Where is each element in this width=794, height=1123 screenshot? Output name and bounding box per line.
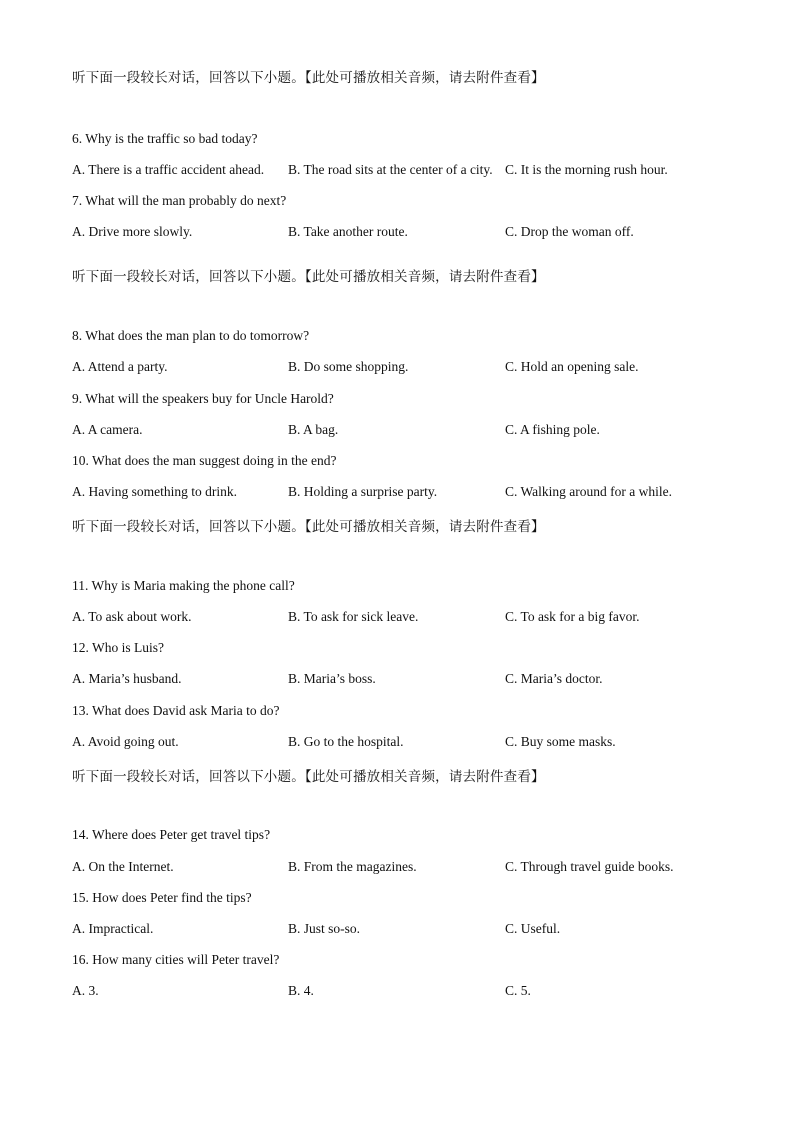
option-b: B. A bag. (288, 422, 339, 437)
option-c: C. A fishing pole. (505, 422, 600, 437)
option-c: C. Through travel guide books. (505, 859, 674, 874)
section-instruction: 听下面一段较长对话，回答以下小题。【此处可播放相关音频，请去附件查看】 (72, 519, 545, 535)
option-b: B. From the magazines. (288, 859, 417, 874)
question-stem: 8. What does the man plan to do tomorrow? (72, 328, 310, 343)
option-c: C. 5. (505, 983, 531, 998)
question-stem: 7. What will the man probably do next? (72, 193, 287, 208)
option-a: A. A camera. (72, 422, 143, 437)
option-c: C. Drop the woman off. (505, 224, 634, 239)
option-a: A. To ask about work. (72, 609, 192, 624)
option-a: A. Drive more slowly. (72, 224, 193, 239)
question-stem: 16. How many cities will Peter travel? (72, 952, 280, 967)
option-c: C. Maria’s doctor. (505, 671, 603, 686)
option-c: C. Walking around for a while. (505, 484, 673, 499)
option-b: B. To ask for sick leave. (288, 609, 419, 624)
option-c: C. Useful. (505, 921, 561, 936)
option-a: A. Impractical. (72, 921, 154, 936)
question-stem: 11. Why is Maria making the phone call? (72, 578, 295, 593)
section-instruction: 听下面一段较长对话，回答以下小题。【此处可播放相关音频，请去附件查看】 (72, 769, 545, 785)
question-stem: 13. What does David ask Maria to do? (72, 703, 280, 718)
option-a: A. Avoid going out. (72, 734, 179, 749)
section-instruction: 听下面一段较长对话，回答以下小题。【此处可播放相关音频，请去附件查看】 (72, 269, 545, 285)
option-c: C. Hold an opening sale. (505, 359, 639, 374)
option-b: B. Do some shopping. (288, 359, 409, 374)
option-c: C. Buy some masks. (505, 734, 616, 749)
option-b: B. Go to the hospital. (288, 734, 404, 749)
question-stem: 10. What does the man suggest doing in the end? (72, 453, 337, 468)
option-a: A. There is a traffic accident ahead. (72, 162, 265, 177)
question-stem: 6. Why is the traffic so bad today? (72, 131, 258, 146)
option-b: B. Holding a surprise party. (288, 484, 438, 499)
option-b: B. Maria’s boss. (288, 671, 376, 686)
option-b: B. Take another route. (288, 224, 408, 239)
option-b: B. The road sits at the center of a city. (288, 162, 493, 177)
option-a: A. On the Internet. (72, 859, 174, 874)
option-a: A. Having something to drink. (72, 484, 237, 499)
option-a: A. 3. (72, 983, 99, 998)
option-b: B. Just so-so. (288, 921, 361, 936)
option-c: C. To ask for a big favor. (505, 609, 640, 624)
question-stem: 14. Where does Peter get travel tips? (72, 827, 271, 842)
option-c: C. It is the morning rush hour. (505, 162, 668, 177)
option-a: A. Attend a party. (72, 359, 168, 374)
option-a: A. Maria’s husband. (72, 671, 182, 686)
question-stem: 15. How does Peter find the tips? (72, 890, 252, 905)
question-stem: 9. What will the speakers buy for Uncle Harold? (72, 391, 334, 406)
question-stem: 12. Who is Luis? (72, 640, 164, 655)
section-instruction: 听下面一段较长对话，回答以下小题。【此处可播放相关音频，请去附件查看】 (72, 70, 545, 86)
option-b: B. 4. (288, 983, 314, 998)
